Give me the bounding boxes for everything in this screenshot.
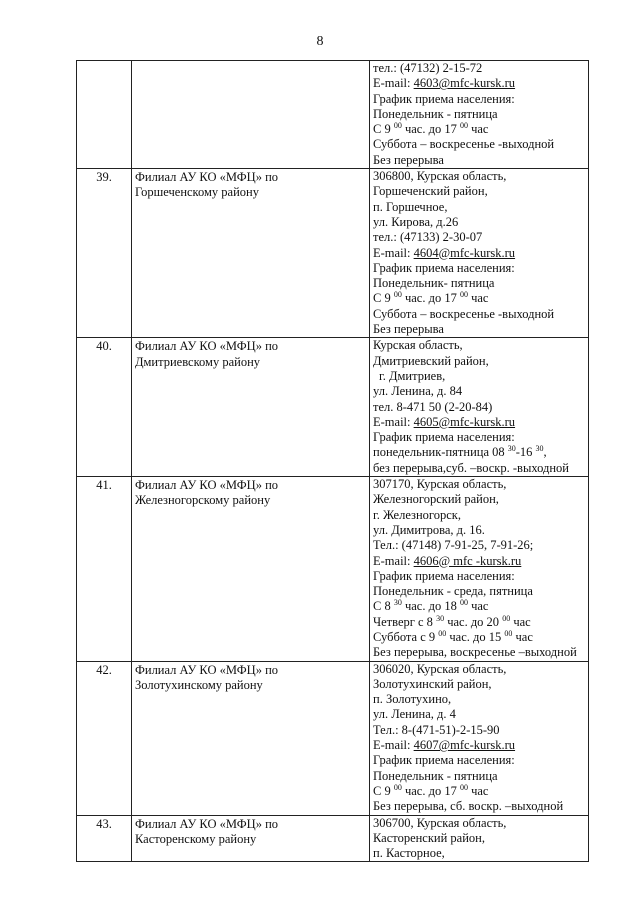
contact-line	[373, 307, 586, 322]
contact-line	[373, 291, 586, 306]
contact-text: п. Горшечное,	[373, 199, 448, 214]
contact-line	[373, 816, 586, 831]
contact-line	[373, 322, 586, 337]
table-row	[77, 661, 589, 815]
time-minutes-superscript: 30	[393, 598, 402, 608]
contact-line	[373, 215, 586, 230]
time-minutes-superscript: 00	[504, 628, 513, 638]
contact-text: ул. Ленина, д. 84	[373, 384, 463, 399]
contact-text: 306020, Курская область,	[373, 661, 507, 676]
contact-text: Понедельник- пятница	[373, 276, 495, 291]
table-row	[77, 338, 589, 477]
contact-line	[373, 753, 586, 768]
contact-text: График приема населения:	[373, 568, 515, 583]
time-minutes-superscript: 00	[393, 782, 402, 792]
text-fragment: час	[467, 599, 489, 614]
contact-text: E-mail:	[373, 414, 414, 429]
branch-name-line: Филиал АУ КО «МФЦ» по	[135, 170, 279, 185]
time-minutes-superscript: 00	[393, 290, 402, 300]
contact-text: ул. Ленина, д. 4	[373, 707, 456, 722]
text-fragment: час	[467, 291, 489, 306]
contact-line	[373, 369, 586, 384]
branch-name-line: Горшеченскому району	[135, 185, 259, 200]
text-fragment: ,	[543, 445, 547, 460]
text-fragment: С 9	[373, 122, 394, 137]
contact-text: Понедельник - среда, пятница	[373, 584, 533, 599]
contact-text: Горшеченский район,	[373, 184, 488, 199]
text-fragment: час. до 20	[444, 614, 503, 629]
contact-text: Без перерыва, сб. воскр. –выходной	[373, 799, 564, 814]
contact-line	[373, 261, 586, 276]
row-number: 42.	[77, 661, 132, 815]
time-minutes-superscript: 00	[459, 598, 468, 608]
contact-text: без перерыва,суб. –воскр. -выходной	[373, 460, 569, 475]
contact-line	[373, 846, 586, 861]
branch-contacts	[370, 61, 589, 169]
contact-line	[373, 430, 586, 445]
contact-line	[373, 784, 586, 799]
contact-text: ул. Димитрова, д. 16.	[373, 522, 485, 537]
contact-text: Без перерыва	[373, 152, 444, 167]
text-fragment: час	[467, 122, 489, 137]
time-minutes-superscript: 00	[438, 628, 447, 638]
contact-text: 307170, Курская область,	[373, 477, 507, 492]
contact-text: Без перерыва	[373, 322, 444, 337]
contact-line	[373, 184, 586, 199]
contact-line	[373, 445, 586, 460]
contact-text: тел.: (47132) 2-15-72	[373, 61, 483, 75]
contact-line	[373, 230, 586, 245]
contact-line	[373, 769, 586, 784]
contact-text: п. Золотухино,	[373, 692, 452, 707]
contact-line	[373, 599, 586, 614]
contact-line	[373, 137, 586, 152]
branch-table	[76, 60, 589, 862]
time-minutes-superscript: 00	[459, 782, 468, 792]
contact-text: E-mail:	[373, 553, 414, 568]
time-minutes-superscript: 00	[459, 121, 468, 131]
contact-line	[373, 831, 586, 846]
branch-contacts	[370, 477, 589, 662]
branch-name-line: Филиал АУ КО «МФЦ» по	[135, 478, 279, 493]
branch-name-line: Филиал АУ КО «МФЦ» по	[135, 339, 279, 354]
contact-line	[373, 662, 586, 677]
branch-contacts	[370, 338, 589, 477]
contact-line	[373, 400, 586, 415]
contact-line	[373, 492, 586, 507]
contact-line	[373, 169, 586, 184]
time-minutes-superscript: 30	[507, 444, 516, 454]
contact-line	[373, 384, 586, 399]
email-link[interactable]: 4605@mfc-kursk.ru	[413, 414, 516, 429]
row-number: 40.	[77, 338, 132, 477]
contact-text: Тел.: 8-(471-51)-2-15-90	[373, 722, 500, 737]
text-fragment: час	[512, 629, 533, 644]
contact-text: ул. Кирова, д.26	[373, 214, 459, 229]
contact-line	[373, 107, 586, 122]
contact-line	[373, 354, 586, 369]
contact-line	[373, 461, 586, 476]
contact-line	[373, 630, 586, 645]
text-fragment: С 9	[373, 291, 394, 306]
branch-name-line: Филиал АУ КО «МФЦ» по	[135, 816, 279, 831]
contact-text: г. Дмитриев,	[379, 368, 446, 383]
contact-text: График приема населения:	[373, 260, 515, 275]
contact-line	[373, 584, 586, 599]
row-number: 41.	[77, 477, 132, 662]
branch-name	[132, 477, 370, 662]
contact-text: п. Касторное,	[373, 846, 445, 861]
contact-line	[373, 477, 586, 492]
text-fragment: понедельник-пятница 08	[373, 445, 508, 460]
contact-text: Без перерыва, воскресенье –выходной	[373, 645, 577, 660]
contact-line	[373, 723, 586, 738]
contact-text: 306700, Курская область,	[373, 815, 507, 830]
time-minutes-superscript: 30	[535, 444, 544, 454]
branch-name	[132, 815, 370, 862]
branch-contacts	[370, 661, 589, 815]
contact-line	[373, 76, 586, 91]
text-fragment: С 9	[373, 783, 394, 798]
time-minutes-superscript: 00	[502, 613, 511, 623]
branch-name	[132, 338, 370, 477]
contact-line	[373, 508, 586, 523]
contact-text: График приема населения:	[373, 430, 515, 445]
table-row	[77, 61, 589, 169]
contact-line	[373, 645, 586, 660]
contact-text: 306800, Курская область,	[373, 169, 507, 184]
branch-table-body	[77, 61, 589, 862]
contact-line	[373, 276, 586, 291]
contact-text: Касторенский район,	[373, 830, 485, 845]
branch-contacts	[370, 169, 589, 338]
branch-name-line: Дмитриевскому району	[135, 354, 261, 369]
branch-name	[132, 61, 370, 169]
contact-line	[373, 246, 586, 261]
contact-line	[373, 615, 586, 630]
branch-name-line: Золотухинскому району	[135, 677, 263, 692]
contact-line	[373, 799, 586, 814]
page-number: 8	[316, 34, 324, 49]
email-link[interactable]: 4604@mfc-kursk.ru	[413, 245, 516, 260]
text-fragment: час	[510, 614, 531, 629]
contact-text: Понедельник - пятница	[373, 768, 498, 783]
contact-line	[373, 153, 586, 168]
contact-text: Железногорский район,	[373, 492, 499, 507]
contact-line	[373, 692, 586, 707]
text-fragment: час	[467, 783, 489, 798]
contact-line	[373, 122, 586, 137]
branch-contacts	[370, 815, 589, 862]
contact-text: Суббота – воскресенье -выходной	[373, 306, 555, 321]
text-fragment: час. до 17	[401, 783, 460, 798]
contact-text: Тел.: (47148) 7-91-25, 7-91-26;	[373, 538, 534, 553]
contact-line	[373, 538, 586, 553]
contact-text: Золотухинский район,	[373, 676, 492, 691]
time-minutes-superscript: 00	[393, 121, 402, 131]
contact-line	[373, 554, 586, 569]
branch-name	[132, 169, 370, 338]
text-fragment: час. до 17	[401, 291, 460, 306]
contact-line	[373, 677, 586, 692]
contact-text: г. Железногорск,	[373, 507, 461, 522]
contact-text: тел. 8-471 50 (2-20-84)	[373, 399, 493, 414]
contact-text: E-mail:	[373, 738, 414, 753]
text-fragment: час. до 15	[446, 629, 505, 644]
contact-text: Суббота – воскресенье -выходной	[373, 137, 555, 152]
contact-text: График приема населения:	[373, 753, 515, 768]
table-row	[77, 169, 589, 338]
text-fragment: час. до 18	[401, 599, 460, 614]
contact-text: Понедельник - пятница	[373, 106, 498, 121]
contact-line	[373, 569, 586, 584]
time-minutes-superscript: 30	[436, 613, 445, 623]
table-row	[77, 815, 589, 862]
contact-text: Дмитриевский район,	[373, 353, 489, 368]
text-fragment: Суббота с 9	[373, 629, 439, 644]
row-number	[77, 61, 132, 169]
email-link[interactable]: 4607@mfc-kursk.ru	[413, 738, 516, 753]
branch-name	[132, 661, 370, 815]
contact-line	[373, 338, 586, 353]
time-minutes-superscript: 00	[459, 290, 468, 300]
text-fragment: -16	[515, 445, 536, 460]
contact-text: Курская область,	[373, 338, 463, 353]
email-link[interactable]: 4606@ mfc -kursk.ru	[413, 553, 522, 568]
row-number: 43.	[77, 815, 132, 862]
branch-name-line: Филиал АУ КО «МФЦ» по	[135, 662, 279, 677]
contact-line	[373, 415, 586, 430]
contact-line	[373, 738, 586, 753]
text-fragment: С 8	[373, 599, 394, 614]
contact-text: E-mail:	[373, 245, 414, 260]
contact-line	[373, 61, 586, 76]
branch-name-line: Железногорскому району	[135, 493, 271, 508]
contact-text: График приема населения:	[373, 91, 515, 106]
table-row	[77, 477, 589, 662]
contact-line	[373, 200, 586, 215]
branch-name-line: Касторенскому району	[135, 831, 257, 846]
contact-line	[373, 92, 586, 107]
email-link[interactable]: 4603@mfc-kursk.ru	[413, 76, 516, 91]
row-number: 39.	[77, 169, 132, 338]
text-fragment: час. до 17	[401, 122, 460, 137]
contact-line	[373, 707, 586, 722]
contact-text: E-mail:	[373, 76, 414, 91]
contact-line	[373, 523, 586, 538]
text-fragment: Четверг с 8	[373, 614, 437, 629]
contact-text: тел.: (47133) 2-30-07	[373, 230, 483, 245]
